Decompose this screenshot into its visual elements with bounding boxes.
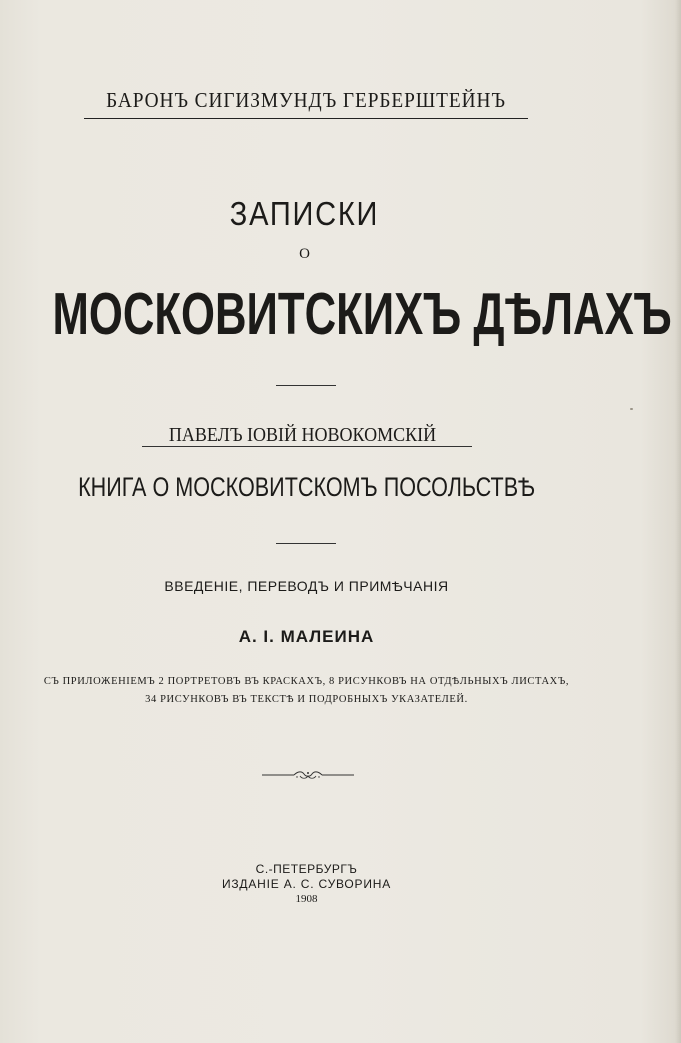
supplement-line-2: 34 РИСУНКОВЪ ВЪ ТЕКСТѢ И ПОДРОБНЫХЪ УКАЗАТЕЛЕЙ. [145,694,468,705]
page-edge-shadow [675,0,681,1043]
translator-name: А. I. МАЛЕИНА [238,627,375,646]
paper-speck [630,408,633,410]
author-underline [84,118,528,119]
intro-line: ВВЕДЕНIЕ, ПЕРЕВОДЪ И ПРИМѢЧАНIЯ [164,578,449,594]
second-author-underline [142,446,472,447]
second-author: ПАВЕЛЪ IОВIЙ НОВОКОМСКIЙ [168,424,437,446]
second-title: КНИГА О МОСКОВИТСКОМЪ ПОСОЛЬСТВѢ [78,472,535,502]
publisher: ИЗДАНIЕ А. С. СУВОРИНА [221,877,392,891]
divider-rule-2 [276,543,336,544]
supplement-line-1: СЪ ПРИЛОЖЕНIЕМЪ 2 ПОРТРЕТОВЪ ВЪ КРАСКАХЪ, 8 РИСУНКОВЪ НА ОТДѢЛЬНЫХЪ ЛИСТАХЪ, [43,676,570,687]
publication-city: С.-ПЕТЕРБУРГЪ [255,862,358,876]
publication-year: 1908 [295,893,318,905]
main-title: МОСКОВИТСКИХЪ ДѢЛАХЪ [52,281,672,347]
author-name: БАРОНЪ СИГИЗМУНДЪ ГЕРБЕРШТЕЙНЪ [106,88,506,112]
title-connector: О [299,246,310,262]
ornament-divider-icon [262,768,354,782]
divider-rule-1 [276,385,336,386]
title-line-1: ЗАПИСКИ [229,195,380,232]
